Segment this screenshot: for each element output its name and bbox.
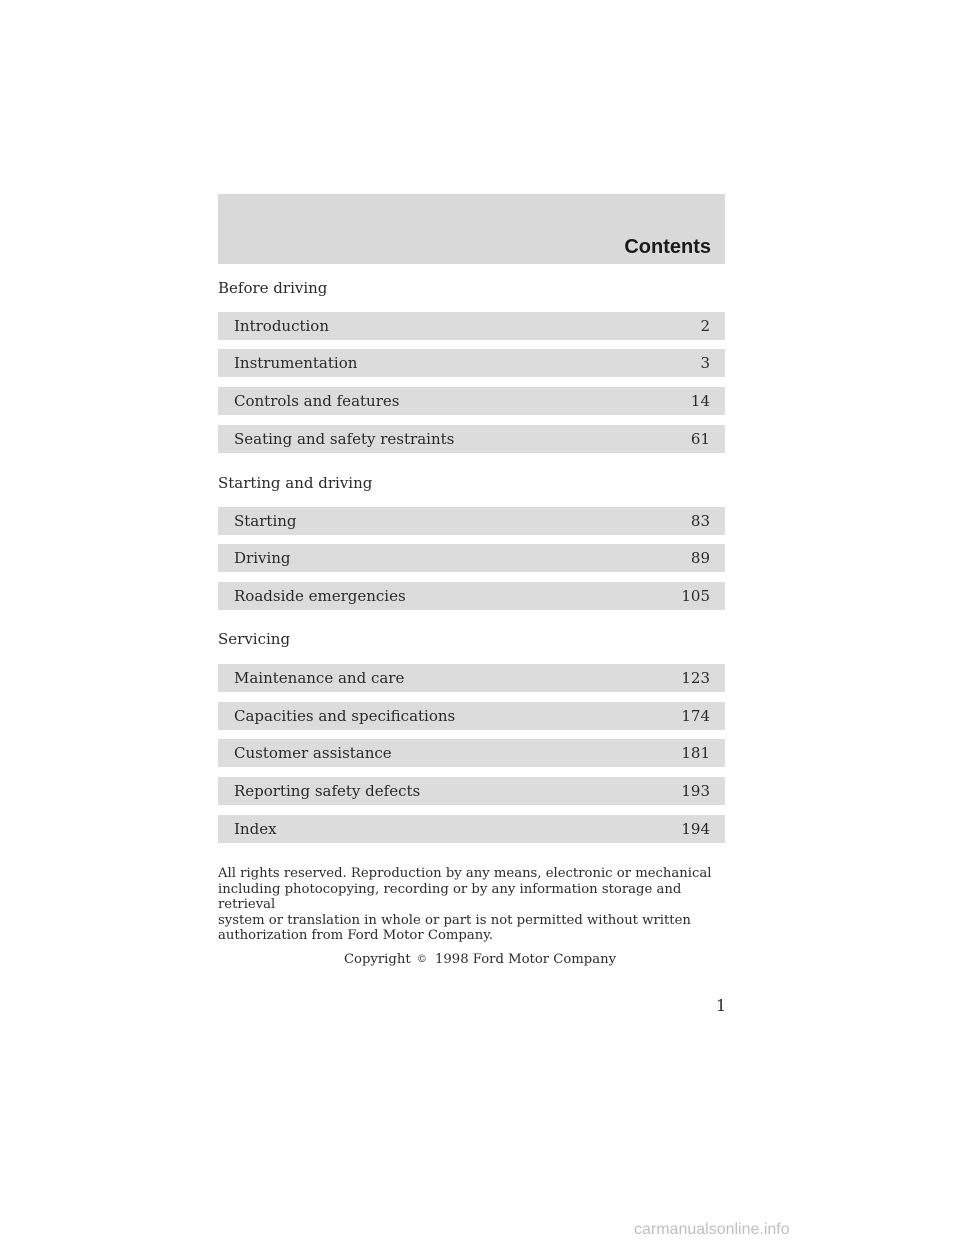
toc-entry-page: 14 (690, 392, 710, 410)
legal-notice-line: system or translation in whole or part is not permitted without written (218, 912, 691, 928)
toc-entry-page: 174 (681, 707, 710, 725)
toc-entry-label: Instrumentation (234, 354, 358, 372)
legal-notice (218, 866, 738, 944)
toc-entry-roadside-emergencies[interactable] (218, 582, 725, 610)
copyright-prefix: Copyright (343, 952, 411, 967)
toc-entry-capacities-and-specifications[interactable] (218, 702, 725, 730)
toc-entry-introduction[interactable] (218, 312, 725, 340)
toc-entry-label: Capacities and specifications (234, 707, 456, 725)
toc-entry-label: Index (234, 820, 277, 838)
toc-entry-label: Reporting safety defects (234, 782, 421, 800)
section-title-starting-and-driving: Starting and driving (218, 474, 373, 492)
toc-entry-page: 2 (700, 317, 710, 335)
toc-entry-page: 83 (690, 512, 710, 530)
toc-entry-label: Introduction (234, 317, 329, 335)
legal-notice-line: including photocopying, recording or by any information storage and retrieval (218, 881, 682, 912)
toc-entry-customer-assistance[interactable] (218, 739, 725, 767)
watermark: carmanualsonline.info (634, 1221, 790, 1238)
toc-entry-label: Customer assistance (234, 744, 392, 762)
toc-entry-page: 105 (681, 587, 710, 605)
copyright-icon: © (416, 954, 427, 965)
toc-entry-page: 181 (681, 744, 710, 762)
toc-entry-page: 3 (700, 354, 710, 372)
toc-entry-page: 194 (681, 820, 710, 838)
toc-entry-label: Roadside emergencies (234, 587, 406, 605)
toc-entry-driving[interactable] (218, 544, 725, 572)
toc-entry-label: Seating and safety restraints (234, 430, 455, 448)
legal-notice-line: All rights reserved. Reproduction by any means, electronic or mechanical (218, 866, 712, 881)
toc-entry-label: Controls and features (234, 392, 400, 410)
toc-entry-instrumentation[interactable] (218, 349, 725, 377)
toc-entry-page: 61 (690, 430, 710, 448)
section-title-servicing: Servicing (218, 630, 291, 648)
toc-entry-reporting-safety-defects[interactable] (218, 777, 725, 805)
toc-entry-label: Starting (234, 512, 297, 530)
toc-entry-index[interactable] (218, 815, 725, 843)
page-title: Contents (624, 236, 711, 258)
copyright-text: 1998 Ford Motor Company (435, 952, 617, 967)
toc-entry-page: 89 (690, 549, 710, 567)
toc-entry-label: Driving (234, 549, 291, 567)
toc-entry-starting[interactable] (218, 507, 725, 535)
legal-notice-line: authorization from Ford Motor Company. (218, 928, 494, 943)
toc-entry-seating-and-safety-restraints[interactable] (218, 425, 725, 453)
toc-entry-page: 193 (681, 782, 710, 800)
copyright-line (0, 952, 960, 967)
toc-entry-maintenance-and-care[interactable] (218, 664, 725, 692)
header-band (218, 194, 725, 264)
page-number: 1 (716, 996, 727, 1015)
toc-entry-label: Maintenance and care (234, 669, 405, 687)
toc-entry-controls-and-features[interactable] (218, 387, 725, 415)
section-title-before-driving: Before driving (218, 279, 328, 297)
toc-entry-page: 123 (681, 669, 710, 687)
